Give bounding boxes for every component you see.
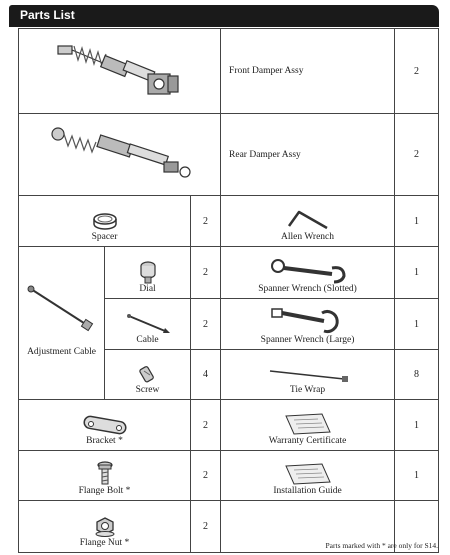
flange-nut-qty: 2 (191, 501, 221, 553)
parts-list-header (9, 5, 439, 27)
table-row (19, 247, 439, 299)
footnote: Parts marked with * are only for S14. (325, 541, 438, 550)
page-title: Parts List (20, 8, 75, 22)
front-damper-qty: 2 (395, 29, 439, 114)
dial-qty: 2 (191, 247, 221, 299)
dial-cell (105, 247, 191, 299)
bracket-name: Bracket * (86, 436, 123, 446)
warranty-cell (221, 400, 395, 451)
install-guide-name: Installation Guide (273, 486, 342, 496)
allen-wrench-name: Allen Wrench (281, 232, 335, 242)
screw-name: Screw (135, 385, 160, 395)
allen-wrench-qty: 1 (395, 196, 439, 247)
front-damper-name: Front Damper Assy (221, 29, 395, 114)
bracket-icon (81, 414, 129, 436)
tie-wrap-icon (266, 367, 350, 385)
spanner-large-cell (221, 299, 395, 350)
flange-nut-cell (19, 501, 191, 553)
flange-bolt-qty: 2 (191, 451, 221, 501)
allen-wrench-cell (221, 196, 395, 247)
dial-icon (137, 260, 159, 284)
tie-wrap-qty: 8 (395, 350, 439, 400)
allen-wrench-icon (285, 208, 331, 232)
flange-nut-name: Flange Nut * (79, 538, 130, 548)
adjustment-cable-cell (19, 247, 105, 400)
cable-qty: 2 (191, 299, 221, 350)
bracket-qty: 2 (191, 400, 221, 451)
install-guide-qty: 1 (395, 451, 439, 501)
tie-wrap-cell (221, 350, 395, 400)
adjustment-cable-icon (25, 285, 99, 335)
front-damper-image-cell (19, 29, 221, 114)
table-row (19, 196, 439, 247)
table-row (19, 400, 439, 451)
spanner-large-qty: 1 (395, 299, 439, 350)
cable-icon (125, 313, 171, 335)
warranty-name: Warranty Certificate (268, 436, 347, 446)
spacer-icon (90, 210, 120, 232)
tie-wrap-name: Tie Wrap (289, 385, 326, 395)
spanner-slotted-cell (221, 247, 395, 299)
flange-bolt-name: Flange Bolt * (78, 486, 131, 496)
document-icon (282, 462, 334, 486)
parts-table (18, 28, 439, 553)
dial-name: Dial (139, 284, 156, 294)
spanner-large-icon (268, 305, 348, 335)
document-icon (282, 412, 334, 436)
warranty-qty: 1 (395, 400, 439, 451)
cable-cell (105, 299, 191, 350)
table-row (19, 114, 439, 196)
spacer-name: Spacer (91, 232, 118, 242)
install-guide-cell (221, 451, 395, 501)
table-row (19, 451, 439, 501)
spanner-slotted-qty: 1 (395, 247, 439, 299)
rear-damper-name: Rear Damper Assy (221, 114, 395, 196)
spanner-slotted-icon (268, 258, 348, 284)
rear-damper-image-cell (19, 114, 221, 196)
screw-icon (136, 363, 160, 385)
rear-damper-qty: 2 (395, 114, 439, 196)
flange-bolt-icon (94, 460, 116, 486)
table-row (19, 29, 439, 114)
adjustment-cable-name: Adjustment Cable (27, 347, 96, 357)
cable-name: Cable (136, 335, 159, 345)
spacer-cell (19, 196, 191, 247)
spacer-qty: 2 (191, 196, 221, 247)
spanner-slotted-name: Spanner Wrench (Slotted) (258, 284, 357, 294)
bracket-cell (19, 400, 191, 451)
spanner-large-name: Spanner Wrench (Large) (260, 335, 355, 345)
screw-cell (105, 350, 191, 400)
flange-nut-icon (94, 516, 116, 538)
flange-bolt-cell (19, 451, 191, 501)
front-damper-icon (40, 36, 200, 106)
screw-qty: 4 (191, 350, 221, 400)
rear-damper-icon (40, 122, 200, 188)
